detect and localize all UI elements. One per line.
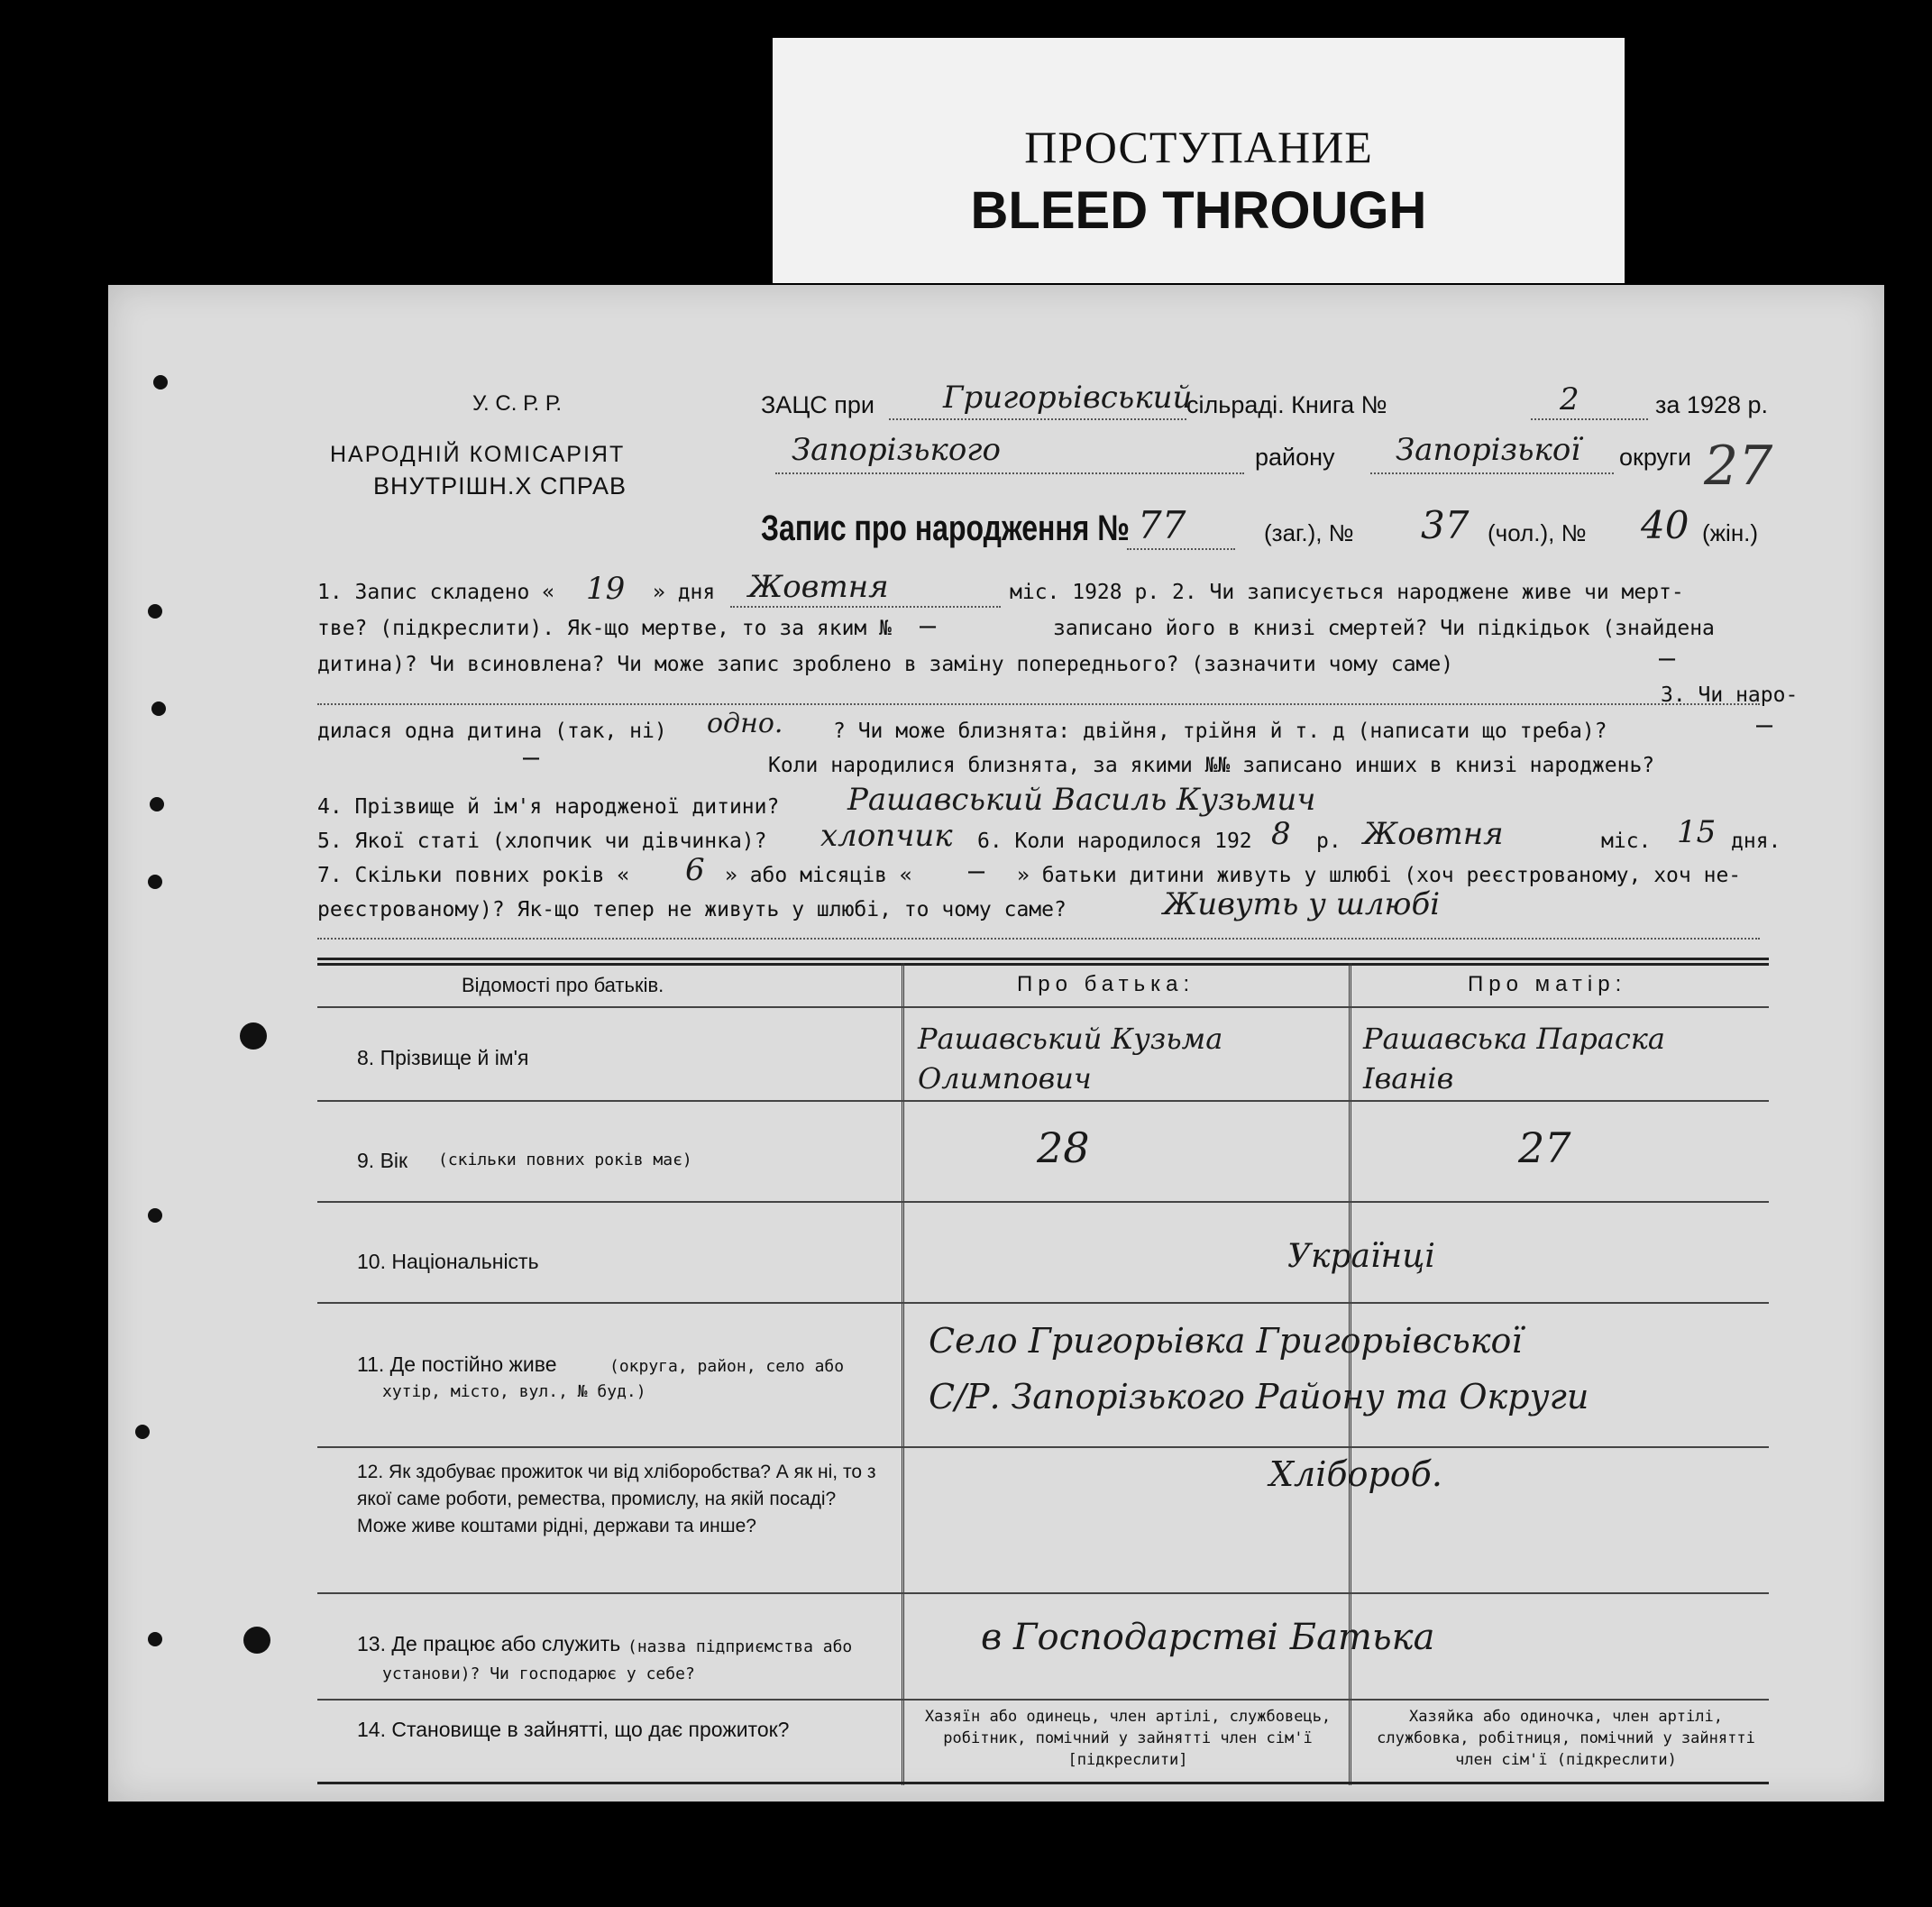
father-name: Рашавський Кузьма Олимпович	[918, 1022, 1223, 1096]
line10-text: реєстрованому)? Як-що тепер не живуть у шлюбі, то чому саме?	[317, 898, 1067, 921]
zags-prefix: ЗАЦС при	[761, 391, 875, 418]
archive-page-number: 27	[1704, 435, 1773, 498]
line8-text-d: міс.	[1601, 830, 1652, 853]
marriage-months: —	[968, 856, 985, 887]
line5-text-a: дилася одна дитина (так, ні)	[317, 720, 667, 743]
punch-hole	[150, 797, 164, 811]
record-title: Запис про народження №	[761, 509, 1130, 548]
row-workplace-label-small: (назва підприємства або установи)? Чи господарює у себе?	[382, 1637, 853, 1683]
record-female-label: (жін.)	[1702, 519, 1759, 546]
line5-dash: —	[1756, 710, 1773, 741]
child-sex: хлопчик	[820, 818, 953, 854]
district-handwritten: Запорізького	[792, 432, 1001, 468]
residence-line2: С/Р. Запорізького Району та Округи	[929, 1377, 1589, 1416]
punch-hole	[135, 1425, 150, 1439]
line8-text-b: 6. Коли народилося 192	[977, 830, 1252, 853]
punch-hole	[148, 875, 162, 889]
line9-text-c: » батьки дитини живуть у шлюбі (хоч реєстрованому, хоч не-	[1017, 864, 1742, 887]
okrug-label: округи	[1619, 444, 1691, 471]
label-english: BLEED THROUGH	[970, 181, 1427, 240]
line2-dash: —	[920, 610, 937, 642]
line2-text-b: записано його в книзі смертей? Чи підкідьок (знайдена	[1053, 617, 1715, 640]
line5-text-b: ? Чи може близнята: двійня, трійня й т. д (написати що треба)?	[833, 720, 1607, 743]
row-workplace-label: 13. Де працює або служить	[357, 1632, 621, 1655]
table-header-info: Відомості про батьків.	[462, 974, 664, 996]
marriage-years: 6	[685, 852, 705, 888]
line8-text-e: дня.	[1731, 830, 1781, 853]
ussr-label: У. С. Р. Р.	[472, 391, 563, 416]
selrada-handwritten: Григорьівський	[943, 380, 1193, 416]
row-nationality-label: 10. Національність	[357, 1250, 539, 1273]
marriage-status: Живуть у шлюбі	[1163, 886, 1441, 922]
birth-month: Жовтня	[1363, 816, 1504, 852]
mother-occupation-options: Хазяйка або одиночка, член артілі, службовка, робітниця, помічний у зайнятті член сім'ї (підкреслити)	[1377, 1708, 1755, 1769]
record-month: Жовтня	[748, 569, 889, 605]
mother-age: 27	[1518, 1123, 1571, 1172]
birth-year-digit: 8	[1271, 816, 1291, 852]
commissariat-line1: НАРОДНІЙ КОМІСАРІЯТ	[330, 442, 626, 467]
father-occupation-options: Хазяїн або одинець, член артілі, службовець, робітник, помічний у зайнятті член сім'ї [підкреслити]	[924, 1708, 1332, 1769]
record-number-female: 40	[1641, 503, 1689, 547]
single-child-answer: одно.	[707, 708, 783, 739]
punch-hole	[151, 701, 166, 716]
punch-hole	[148, 1208, 162, 1223]
residence-line1: Село Григорьівка Григорьівської	[929, 1321, 1523, 1361]
workplace: в Господарстві Батька	[981, 1617, 1435, 1658]
birth-record-form	[108, 285, 1884, 1802]
line7-text: 4. Прізвище й ім'я народженої дитини?	[317, 795, 780, 819]
child-name: Рашавський Василь Кузьмич	[847, 782, 1316, 818]
line6-dash: —	[523, 742, 540, 774]
row-age-label-small: (скільки повних років має)	[438, 1151, 692, 1169]
livelihood: Хлібороб.	[1269, 1454, 1442, 1494]
commissariat-line2: ВНУТРІШН.Х СПРАВ	[373, 472, 627, 500]
line9-text-b: » або місяців «	[725, 864, 912, 887]
selrada-suffix: сільраді. Книга №	[1186, 391, 1387, 418]
record-number-total: 77	[1138, 503, 1186, 547]
year-label: за 1928 р.	[1655, 391, 1768, 418]
row-surname-label: 8. Прізвище й ім'я	[357, 1046, 529, 1069]
birth-day: 15	[1677, 814, 1717, 850]
mother-name: Рашавська Параска Іванів	[1363, 1022, 1665, 1096]
line9-text-a: 7. Скільки повних років «	[317, 864, 630, 887]
row-occupation-label: 14. Становище в зайнятті, що дає прожиток?	[357, 1718, 790, 1741]
table-header-father: Про батька:	[1017, 972, 1195, 996]
record-number-male: 37	[1421, 503, 1470, 547]
bleed-through-label	[773, 38, 1625, 283]
line3-text: дитина)? Чи всиновлена? Чи може запис зроблено в заміну попереднього? (зазначити чому саме)	[317, 653, 1454, 676]
table-header-mother: Про матір:	[1468, 972, 1627, 996]
line6-text: Коли народилися близнята, за якими №№ записано инших в книзі народжень?	[768, 754, 1655, 777]
record-total-label: (заг.), №	[1264, 519, 1354, 546]
record-day: 19	[586, 571, 626, 607]
line2-text-a: тве? (підкреслити). Як-що мертве, то за яким №	[317, 617, 892, 640]
row-livelihood-label: 12. Як здобуває прожиток чи від хліборобства? А як ні, то з якої саме роботи, ремества, промислу, на якій посаді? Може живе коштами рідні, держави та инше?	[357, 1462, 876, 1536]
line1-text-b: » дня	[653, 581, 716, 604]
row-residence-label: 11. Де постійно живе	[357, 1352, 557, 1376]
punch-hole	[148, 1632, 162, 1646]
label-russian: ПРОСТУПАНИЕ	[1024, 122, 1373, 172]
line8-text-c: р.	[1316, 830, 1341, 853]
line1-text-a: 1. Запис складено «	[317, 581, 555, 604]
punch-hole	[243, 1627, 270, 1654]
record-male-label: (чол.), №	[1488, 519, 1587, 546]
line3-dash: —	[1659, 643, 1676, 674]
okrug-handwritten: Запорізької	[1396, 432, 1581, 468]
row-age-label: 9. Вік	[357, 1149, 408, 1172]
punch-hole	[153, 375, 168, 390]
row-residence-label-small: (округа, район, село або хутір, місто, вул., № буд.)	[382, 1357, 845, 1401]
district-label: району	[1255, 444, 1335, 471]
father-age: 28	[1037, 1123, 1090, 1172]
punch-hole	[148, 604, 162, 619]
line8-text-a: 5. Якої статі (хлопчик чи дівчинка)?	[317, 830, 767, 853]
nationality: Українці	[1287, 1238, 1435, 1275]
line4-text: 3. Чи наро-	[1661, 683, 1799, 707]
punch-hole	[240, 1022, 267, 1050]
line1-text-c: міс. 1928 р. 2. Чи записується народжене живе чи мерт-	[1010, 581, 1684, 604]
book-number: 2	[1560, 381, 1579, 417]
